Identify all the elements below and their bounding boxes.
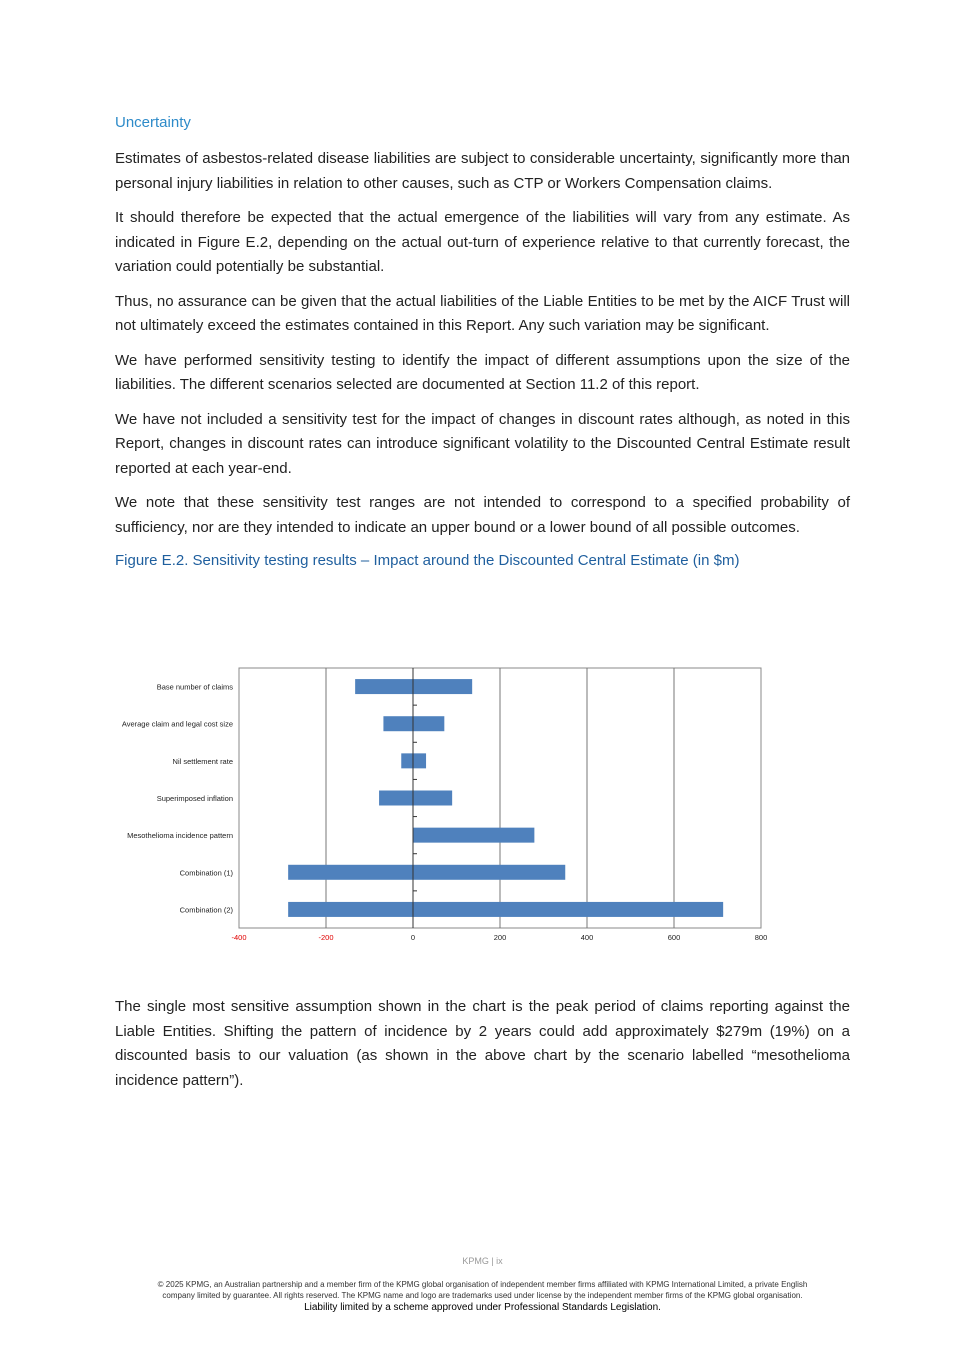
x-tick-label: -400	[231, 933, 247, 942]
footer-copyright	[110, 1280, 855, 1301]
x-tick-label: 200	[493, 933, 507, 942]
x-tick-label: -200	[318, 933, 334, 942]
x-tick-label: 800	[754, 933, 768, 942]
x-tick-label: 0	[410, 933, 416, 942]
after-chart-text	[115, 995, 850, 1103]
category-label: Nil settlement rate	[172, 756, 233, 766]
bar-low-6	[288, 902, 413, 917]
paragraph: We have not included a sensitivity test for the impact of changes in discount rates although, as noted in this Report, changes in discount rates can introduce significant volatility to the Discounted Central Estimate result reported at each year-end.	[115, 410, 850, 477]
paragraph: Thus, no assurance can be given that the actual liabilities of the Liable Entities to be met by the AICF Trust will not ultimately exceed the estimates contained in this Report. Any such variation may be significant.	[115, 292, 850, 334]
bar-low-5	[288, 865, 413, 880]
bar-low-2	[401, 753, 413, 768]
bar-high-1	[413, 716, 444, 731]
category-label: Superimposed inflation	[156, 794, 233, 803]
page-footer-label: KPMG | ix	[462, 1256, 503, 1266]
paragraph: Estimates of asbestos-related disease liabilities are subject to considerable uncertainty, significantly more than personal injury liabilities in relation to other causes, such as CTP or Workers Compensation claims.	[115, 150, 850, 192]
copyright-line: company limited by guarantee. All rights reserved. The KPMG name and logo are trademarks used under license by the independent member firms of the KPMG global organisation.	[162, 1290, 803, 1300]
bar-high-5	[413, 865, 565, 880]
section-heading: Uncertainty	[115, 114, 191, 131]
x-tick-label: 600	[667, 933, 681, 942]
paragraph: It should therefore be expected that the actual emergence of the liabilities will vary from any estimate. As indicated in Figure E.2, depending on the actual out-turn of experience relative to that currently forecast, the variation could potentially be substantial.	[115, 209, 850, 275]
x-tick-label: 400	[580, 933, 594, 942]
main-content	[115, 112, 850, 571]
sensitivity-chart	[0, 640, 965, 960]
category-label: Base number of claims	[156, 682, 233, 692]
paragraph: The single most sensitive assumption shown in the chart is the peak period of claims reporting against the Liable Entities. Shifting the pattern of incidence by 2 years could add approximately $279m (19%) on a discounted basis to our valuation (as shown in the above chart by the scenario labelled “mesothelioma incidence pattern”).	[115, 998, 850, 1089]
paragraph: We note that these sensitivity test ranges are not intended to correspond to a specified probability of sufficiency, nor are they intended to indicate an upper bound or a lower bound of all possible outcomes.	[115, 494, 850, 536]
paragraph: We have performed sensitivity testing to identify the impact of different assumptions upon the size of the liabilities. The different scenarios selected are documented at Section 11.2 of this report.	[115, 351, 850, 393]
bar-high-0	[413, 679, 472, 694]
bar-high-3	[413, 791, 452, 806]
category-label: Combination (2)	[179, 905, 233, 915]
bar-low-3	[379, 791, 413, 806]
bar-high-6	[413, 902, 723, 917]
category-label: Combination (1)	[179, 868, 233, 878]
bar-high-4	[413, 828, 534, 843]
category-label: Average claim and legal cost size	[121, 719, 233, 729]
figure-caption: Figure E.2. Sensitivity testing results – Impact around the Discounted Central Estimate (in $m)	[115, 552, 740, 569]
copyright-line: © 2025 KPMG, an Australian partnership and a member firm of the KPMG global organisation of independent member firms affiliated with KPMG International Limited, a private English	[157, 1280, 808, 1289]
category-label: Mesothelioma incidence pattern	[127, 831, 233, 841]
footer-liability: Liability limited by a scheme approved under Professional Standards Legislation.	[304, 1302, 661, 1313]
bar-low-1	[383, 716, 413, 731]
bar-high-2	[413, 753, 426, 768]
bar-low-0	[355, 679, 413, 694]
